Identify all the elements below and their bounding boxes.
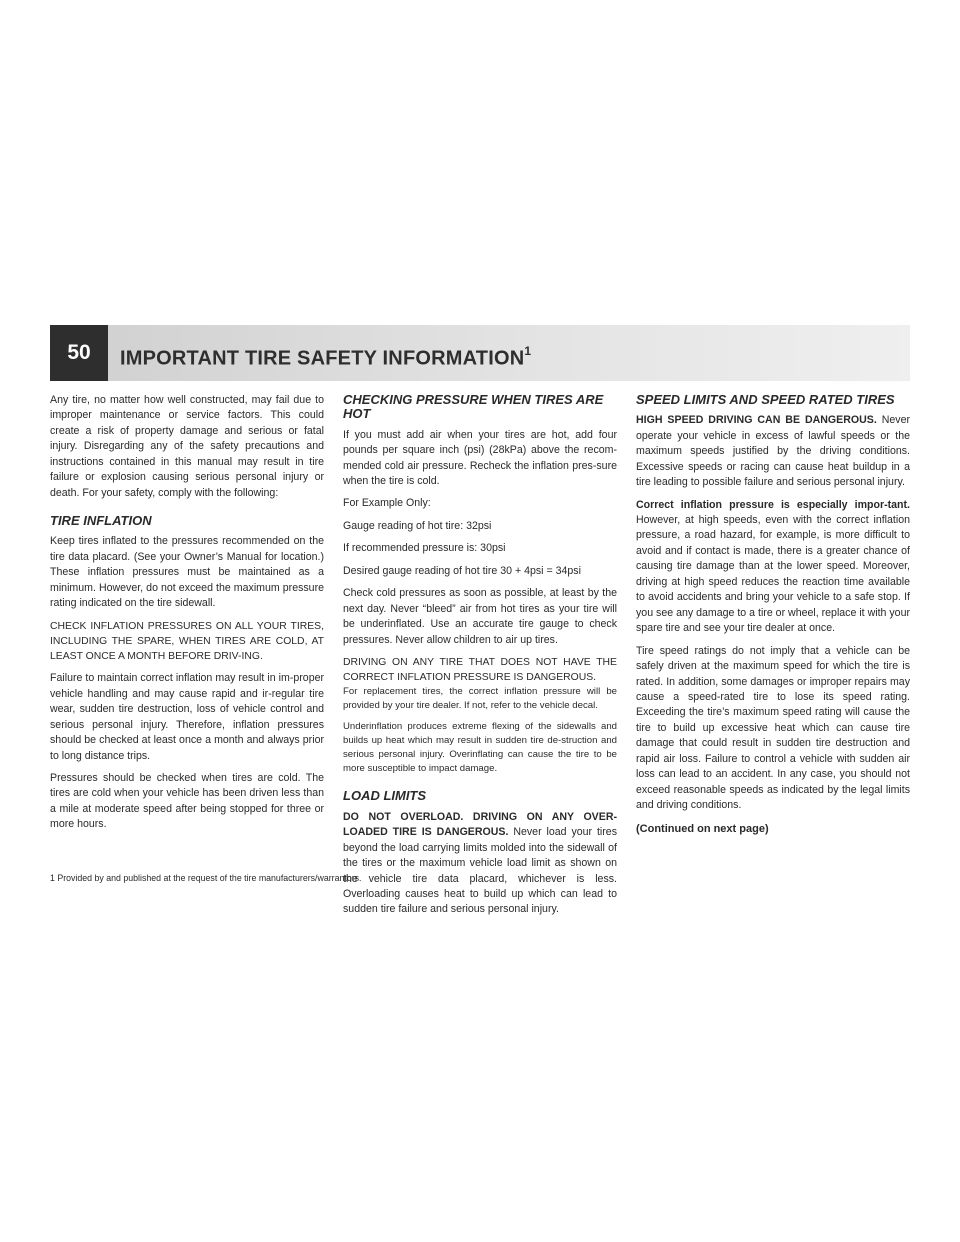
example-title: For Example Only: <box>343 497 431 510</box>
column-1 <box>50 393 324 840</box>
page-title <box>120 325 531 381</box>
hot-paragraph-2: Check cold pressures as soon as possible, at least by the next day. Never “bleed” air from hot tires as your tire will be underinflated. Use an accurate tire gauge to check pressures. Never allow children to air up tires. <box>343 587 617 646</box>
load-limits-heading: LOAD LIMITS <box>343 788 427 804</box>
speed-paragraph-1 <box>636 413 910 490</box>
tire-inflation-paragraph-4: Pressures should be checked when tires are cold. The tires are cold when your vehicle has been driven less than a mile at moderate speed after being stopped for three or more hours. <box>50 772 324 831</box>
tire-inflation-paragraph-1: Keep tires inflated to the pressures recommended on the tire data placard. (See your Owner’s Manual for location.) These inflation pressures must be maintained as a minimum. However, do not exceed the maximum pressure rating indicated on the tire sidewall. <box>50 535 324 610</box>
continued-note: (Continued on next page) <box>636 822 769 835</box>
footnote: 1 Provided by and published at the request of the tire manufacturers/warrantors. <box>50 873 362 883</box>
speed-body-1: Never operate your vehicle in excess of lawful speeds or the maximum speeds justified by the driving conditions. Excessive speeds or racing can cause heat buildup in a tire leading to possible failure and serious personal injury. <box>636 414 910 489</box>
column-3 <box>636 393 910 844</box>
speed-lead-2: Correct inflation pressure is especially impor-tant. <box>636 498 910 511</box>
checking-pressure-hot-heading: CHECKING PRESSURE WHEN TIRES ARE HOT <box>343 392 604 422</box>
example-block <box>343 496 617 579</box>
column-2 <box>343 393 617 925</box>
example-line-3: Desired gauge reading of hot tire 30 + 4psi = 34psi <box>343 564 581 577</box>
hot-paragraph-4: Underinflation produces extreme flexing of the sidewalls and builds up heat which may result in sudden tire de-struction and serious personal injury. Overinflating can cause the tire to be more susceptible to impact damage. <box>343 721 617 775</box>
speed-lead-1: HIGH SPEED DRIVING CAN BE DANGEROUS. <box>636 414 877 427</box>
speed-limits-heading: SPEED LIMITS AND SPEED RATED TIRES <box>636 392 895 407</box>
tire-inflation-paragraph-3: Failure to maintain correct inflation may result in im-proper vehicle handling and may cause rapid and ir-regular tire wear, sudden tire destruction, loss of vehicle control and serious personal injury. Therefore, inflation pressures should be checked at least once a month and always prior to long distance trips. <box>50 672 324 762</box>
speed-body-2: However, at high speeds, even with the correct inflation pressure, a road hazard, for example, is more difficult to avoid and if contact is made, there is a greater chance of causing tire damage than at the lower speed. Moreover, driving at high speed reduces the reaction time available to avoid accidents and bring your vehicle to a safe stop. If you see any damage to a tire or wheel, replace it with your spare tire and see your tire dealer at once. <box>636 514 910 635</box>
load-limits-lead: DO NOT OVERLOAD. DRIVING ON ANY OVER-LOADED TIRE IS DANGEROUS. <box>343 810 617 839</box>
load-limits-paragraph <box>343 810 617 918</box>
hot-paragraph-3: DRIVING ON ANY TIRE THAT DOES NOT HAVE THE CORRECT INFLATION PRESSURE IS DANGEROUS. <box>343 657 617 684</box>
tire-inflation-paragraph-2: CHECK INFLATION PRESSURES ON ALL YOUR TIRES, INCLUDING THE SPARE, WHEN TIRES ARE COLD, AT LEAST ONCE A MONTH BEFORE DRIV-ING. <box>50 620 324 663</box>
tire-inflation-heading: TIRE INFLATION <box>50 513 152 529</box>
speed-paragraph-2 <box>636 498 910 637</box>
intro-paragraph: Any tire, no matter how well constructed, may fail due to improper maintenance or service factors. This could create a risk of property damage and serious or fatal injury. Disregarding any of the safety precautions and instructions contained in this manual may result in tire failure or explosion causing serious personal injury or death. For your safety, comply with the following: <box>50 394 324 499</box>
page-number: 50 <box>50 325 108 381</box>
example-line-2: If recommended pressure is: 30psi <box>343 542 506 555</box>
speed-paragraph-3: Tire speed ratings do not imply that a vehicle can be safely driven at the maximum speed for which the tire is rated. In addition, some damages or improper repairs may cause a speed-rated tire to lose its speed rating. Exceeding the tire’s maximum speed rating will cause the tire to build up excessive heat which can cause tire damage that could result in sudden tire destruction and rapid air loss. Failure to control a vehicle with sudden air loss can lead to an accident. In any case, you should not exceed reasonable speeds as indicated by the legal limits and driving conditions. <box>636 644 910 812</box>
load-limits-body: Never load your tires beyond the load carrying limits molded into the sidewall of the tires or the maximum vehicle load limit as shown on the vehicle tire data placard, whichever is less. Overloading causes heat to build up which can lead to sudden tire failure and serious personal injury. <box>343 826 617 916</box>
hot-paragraph-3-small: For replacement tires, the correct inflation pressure will be provided by your tire dealer. If not, refer to the vehicle decal. <box>343 686 617 712</box>
title-footnote-marker: 1 <box>524 344 532 358</box>
hot-paragraph-1: If you must add air when your tires are hot, add four pounds per square inch (psi) (28kPa) above the recom-mended cold air pressure. Recheck the inflation pres-sure when the tire is cold. <box>343 428 617 487</box>
page-title-text: IMPORTANT TIRE SAFETY INFORMATION <box>120 347 525 370</box>
example-line-1: Gauge reading of hot tire: 32psi <box>343 519 492 532</box>
